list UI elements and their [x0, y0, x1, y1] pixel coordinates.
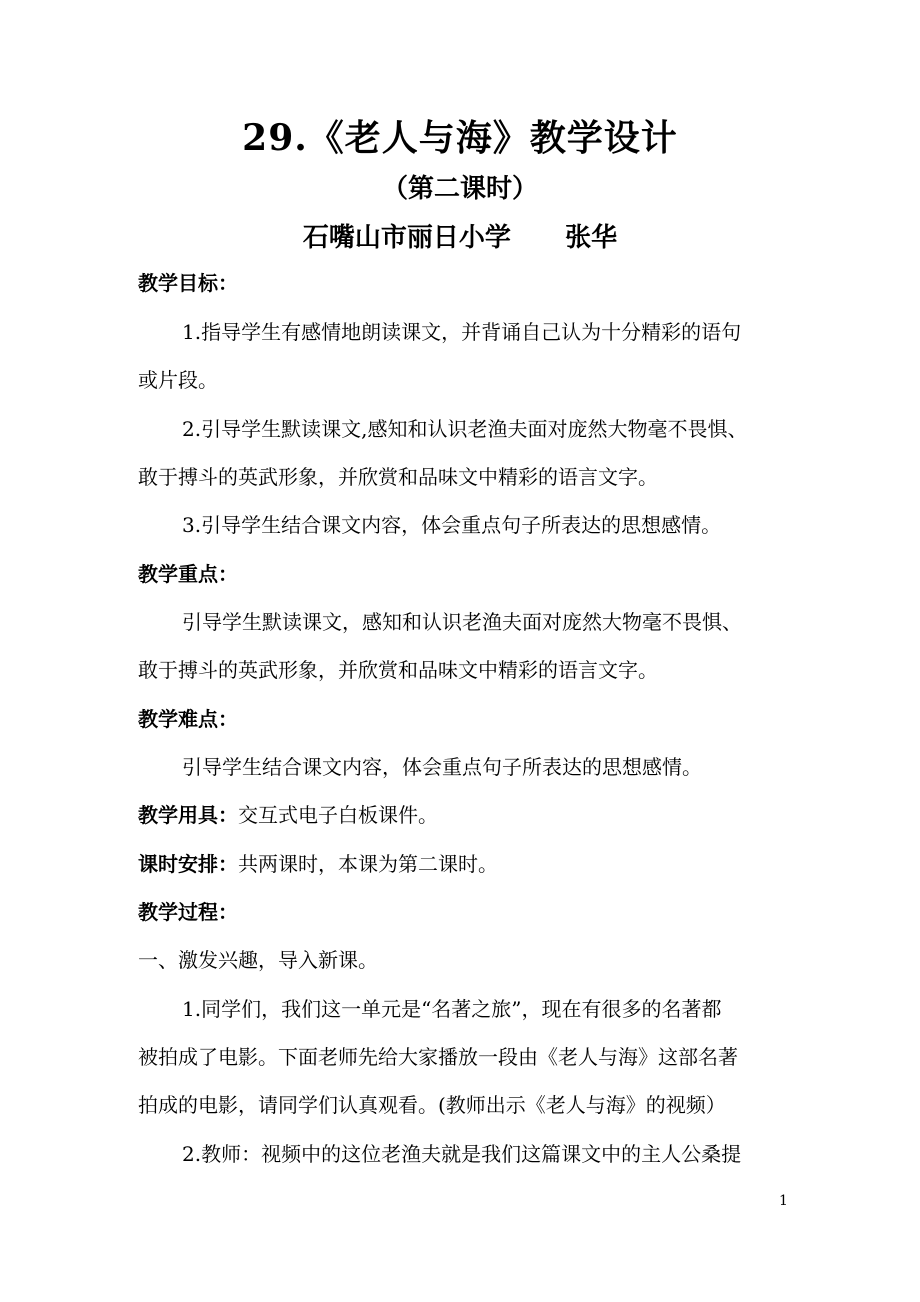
paragraph-line: 1.同学们，我们这一单元是“名著之旅”，现在有很多的名著都 — [182, 997, 722, 1021]
paragraph-line: 或片段。 — [138, 368, 218, 392]
heading-key-points: 教学重点： — [138, 562, 238, 586]
paragraph-line: 3.引导学生结合课文内容，体会重点句子所表达的思想感情。 — [182, 513, 722, 537]
paragraph-line: 引导学生结合课文内容，体会重点句子所表达的思想感情。 — [182, 755, 702, 779]
heading-process: 教学过程： — [138, 900, 238, 924]
page-number: 1 — [779, 1193, 788, 1209]
document-title: 29.《老人与海》教学设计 — [242, 117, 678, 159]
paragraph-line: 1.指导学生有感情地朗读课文，并背诵自己认为十分精彩的语句 — [182, 320, 742, 344]
paragraph-line: 被拍成了电影。下面老师先给大家播放一段由《老人与海》这部名著 — [138, 1045, 738, 1069]
paragraph-line: 敢于搏斗的英武形象，并欣赏和品味文中精彩的语言文字。 — [138, 465, 658, 489]
teaching-tools-line: 教学用具：交互式电子白板课件。 — [138, 803, 438, 827]
paragraph-line: 拍成的电影，请同学们认真观看。(教师出示《老人与海》的视频） — [138, 1093, 726, 1117]
heading-objectives: 教学目标： — [138, 271, 238, 295]
heading-difficulties: 教学难点： — [138, 707, 238, 731]
paragraph-line: 敢于搏斗的英武形象，并欣赏和品味文中精彩的语言文字。 — [138, 658, 658, 682]
section-heading: 一、激发兴趣，导入新课。 — [138, 948, 378, 972]
document-author: 石嘴山市丽日小学 张华 — [302, 223, 618, 253]
document-subtitle: （第二课时） — [381, 174, 538, 204]
paragraph-line: 引导学生默读课文，感知和认识老渔夫面对庞然大物毫不畏惧、 — [182, 610, 742, 634]
paragraph-line: 2.引导学生默读课文,感知和认识老渔夫面对庞然大物毫不畏惧、 — [182, 417, 748, 441]
schedule-line: 课时安排：共两课时，本课为第二课时。 — [138, 852, 498, 876]
paragraph-line: 2.教师：视频中的这位老渔夫就是我们这篇课文中的主人公桑提 — [182, 1142, 742, 1166]
